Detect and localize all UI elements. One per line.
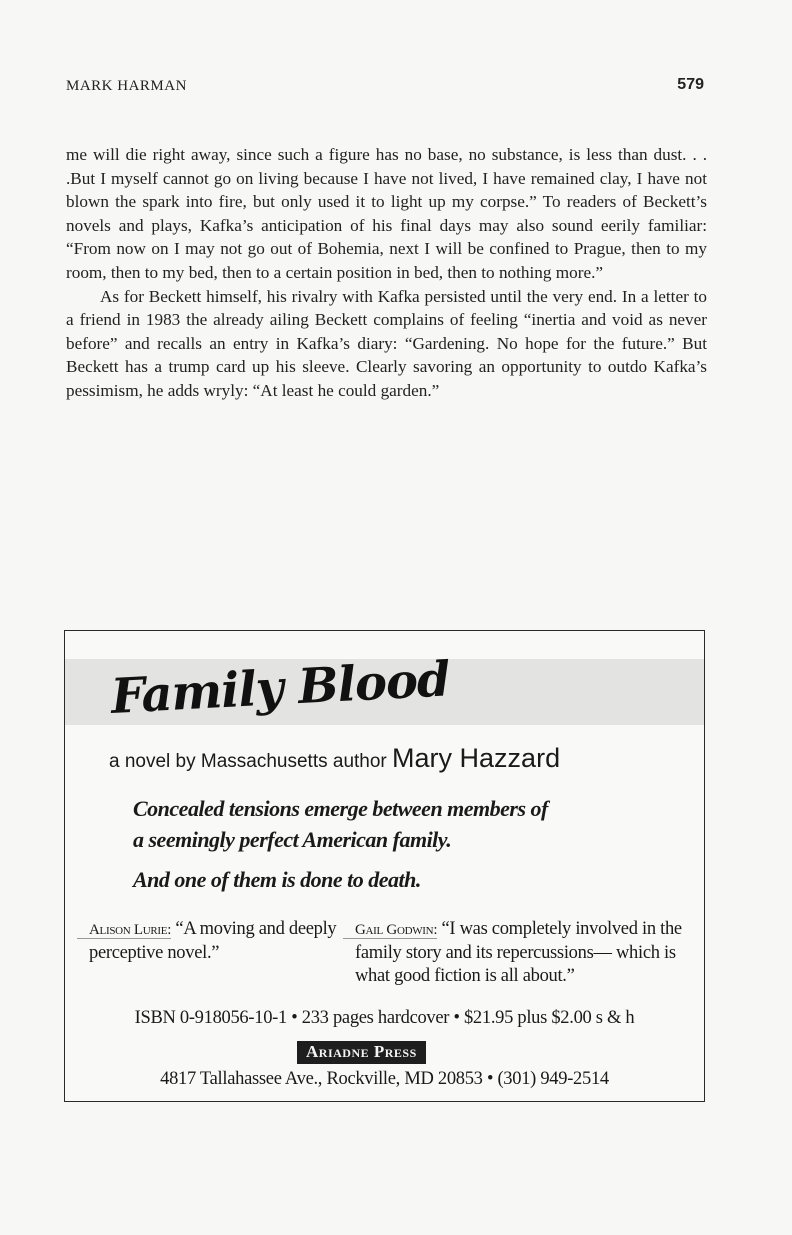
book-title: Family Blood [109, 651, 451, 725]
book-advertisement [64, 630, 705, 1102]
byline [109, 743, 560, 774]
tagline [133, 793, 653, 895]
publisher-address: 4817 Tallahassee Ave., Rockville, MD 20853 • (301) 949-2514 [160, 1069, 609, 1089]
page-number: 579 [677, 76, 704, 93]
review-quote-godwin [355, 918, 695, 988]
article-paragraph: me will die right away, since such a figure has no base, no substance, is less than dust. . . .But I myself cannot go on living because I have not lived, I have remained clay, I have not blown the spark into fire, but only used it to light up my corpse.” To readers of Beckett’s novels and plays, Kafka’s anticipation of his final days may also sound eerily familiar: “From now on I may not go out of Bohemia, next I will be confined to Prague, then to my room, then to my bed, then to a certain position in bed, then to nothing more.” [66, 145, 707, 282]
reviewer-name: Alison Lurie: [89, 922, 172, 938]
tagline-line: Concealed tensions emerge between members of [133, 796, 548, 821]
author-name: Mary Hazzard [392, 743, 561, 773]
byline-prefix: a novel by Massachusetts author [109, 751, 387, 772]
review-text: “A moving and deeply perceptive novel.” [89, 919, 337, 963]
reviewer-name: Gail Godwin: [355, 922, 438, 938]
article-body [66, 143, 707, 403]
running-head: MARK HARMAN [66, 78, 187, 94]
title-band [65, 651, 704, 725]
tagline-line: And one of them is done to death. [133, 867, 421, 892]
review-quote-lurie [89, 918, 339, 965]
publisher-label: Ariadne Press [297, 1041, 426, 1064]
article-paragraph: As for Beckett himself, his rivalry with Kafka persisted until the very end. In a letter to a friend in 1983 the already ailing Beckett complains of feeling “inertia and void as never before” and recalls an entry in Kafka’s diary: “Gardening. No hope for the future.” But Beckett has a trump card up his sleeve. Clearly savoring an opportunity to outdo Kafka’s pessimism, he adds wryly: “At least he could garden.” [66, 286, 707, 400]
isbn-price-line: ISBN 0-918056-10-1 • 233 pages hardcover • $21.95 plus $2.00 s & h [134, 1008, 635, 1028]
review-text: “I was completely involved in the family story and its repercussions— which is what good fiction is all about.” [355, 919, 682, 986]
tagline-line: a seemingly perfect American family. [133, 827, 452, 852]
